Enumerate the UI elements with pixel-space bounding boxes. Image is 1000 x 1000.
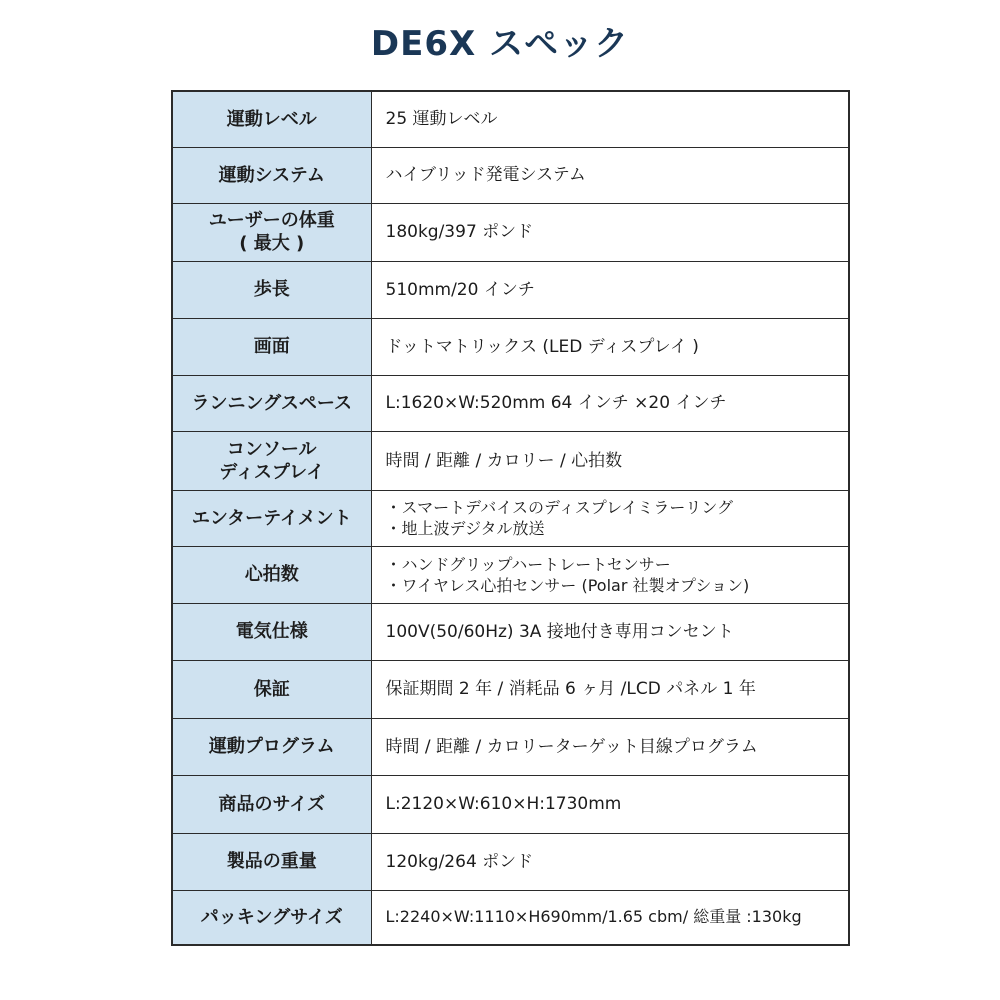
- spec-label: エンターテイメント: [172, 490, 371, 546]
- spec-label: 製品の重量: [172, 833, 371, 890]
- spec-row-stride-length: [172, 261, 849, 318]
- spec-row-exercise-program: [172, 718, 849, 775]
- list-item: ・スマートデバイスのディスプレイミラーリング: [385, 498, 734, 517]
- spec-label: 運動システム: [172, 147, 371, 203]
- spec-label: ランニングスペース: [172, 375, 371, 431]
- spec-row-exercise-system: [172, 147, 849, 203]
- spec-value: L:1620×W:520mm 64 インチ ×20 インチ: [371, 375, 849, 431]
- spec-row-packing-size: [172, 890, 849, 945]
- spec-label: ユーザーの体重 ( 最大 ): [172, 203, 371, 261]
- spec-row-product-weight: [172, 833, 849, 890]
- spec-value: [371, 490, 849, 546]
- spec-row-entertainment: [172, 490, 849, 546]
- spec-row-max-user-weight: [172, 203, 849, 261]
- spec-value: 25 運動レベル: [371, 91, 849, 147]
- spec-value: 120kg/264 ポンド: [371, 833, 849, 890]
- spec-row-electrical: [172, 603, 849, 660]
- spec-label: 歩長: [172, 261, 371, 318]
- spec-row-heart-rate: [172, 546, 849, 603]
- spec-label: 保証: [172, 660, 371, 718]
- spec-value: 時間 / 距離 / カロリー / 心拍数: [371, 431, 849, 490]
- spec-label: 運動レベル: [172, 91, 371, 147]
- spec-label: 心拍数: [172, 546, 371, 603]
- spec-row-product-size: [172, 775, 849, 833]
- spec-value: L:2120×W:610×H:1730mm: [371, 775, 849, 833]
- spec-value: 180kg/397 ポンド: [371, 203, 849, 261]
- spec-label: 商品のサイズ: [172, 775, 371, 833]
- spec-row-warranty: [172, 660, 849, 718]
- spec-label: 運動プログラム: [172, 718, 371, 775]
- list-item: ・ハンドグリップハートレートセンサー: [385, 554, 671, 574]
- spec-row-screen: [172, 318, 849, 375]
- spec-value: 保証期間 2 年 / 消耗品 6 ヶ月 /LCD パネル 1 年: [371, 660, 849, 718]
- spec-value: ドットマトリックス (LED ディスプレイ ): [371, 318, 849, 375]
- spec-value: [371, 546, 849, 603]
- spec-value: 510mm/20 インチ: [371, 261, 849, 318]
- spec-value: ハイブリッド発電システム: [371, 147, 849, 203]
- spec-value: 時間 / 距離 / カロリーターゲット目線プログラム: [371, 718, 849, 775]
- spec-table: [171, 90, 850, 946]
- list-item: ・ワイヤレス心拍センサー (Polar 社製オプション): [385, 575, 750, 595]
- list-item: ・地上波デジタル放送: [385, 519, 545, 538]
- spec-value: 100V(50/60Hz) 3A 接地付き専用コンセント: [371, 603, 849, 660]
- spec-label: コンソール ディスプレイ: [172, 431, 371, 490]
- spec-value: L:2240×W:1110×H690mm/1.65 cbm/ 総重量 :130kg: [371, 890, 849, 945]
- spec-label: 電気仕様: [172, 603, 371, 660]
- spec-row-running-space: [172, 375, 849, 431]
- spec-label: 画面: [172, 318, 371, 375]
- spec-row-console-display: [172, 431, 849, 490]
- spec-label: パッキングサイズ: [172, 890, 371, 945]
- page-title: DE6X スペック: [370, 24, 630, 64]
- spec-row-exercise-level: [172, 91, 849, 147]
